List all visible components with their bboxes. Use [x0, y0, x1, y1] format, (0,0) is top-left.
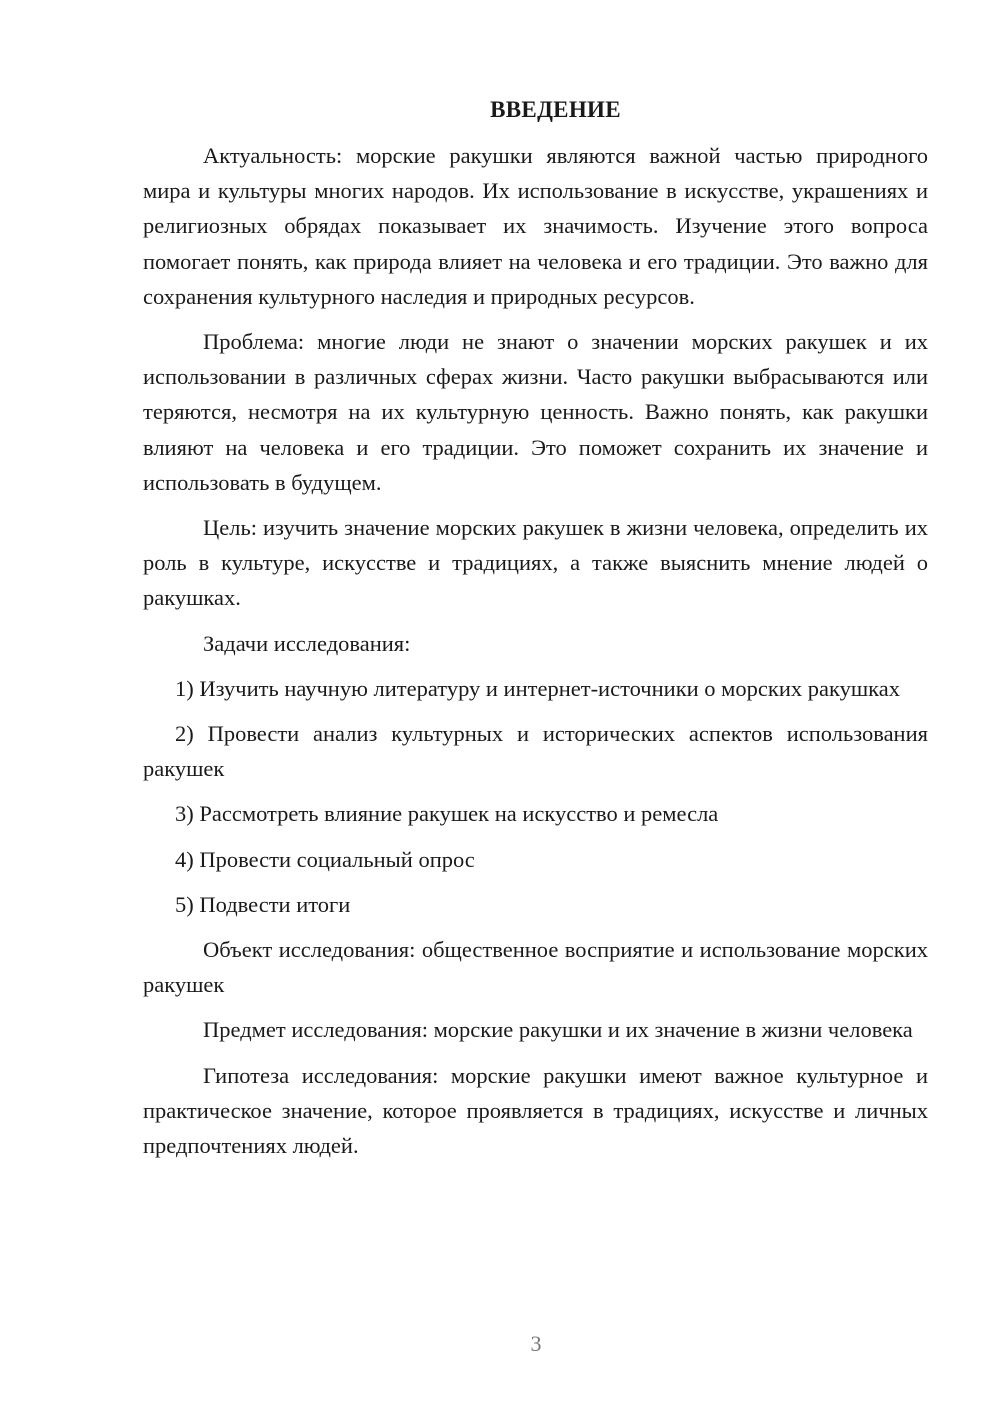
task-item-2: 2) Провести анализ культурных и исторических аспектов использования ракушек [143, 721, 928, 782]
task-item-4: 4) Провести социальный опрос [175, 846, 475, 872]
tasks-heading: Задачи исследования: [203, 630, 411, 656]
task-item-3: 3) Рассмотреть влияние ракушек на искусство и ремесла [175, 801, 719, 827]
paragraph-hypothesis: Гипотеза исследования: морские ракушки имеют важное культурное и практическое значение, которое проявляется в традициях, искусстве и личных предпочтениях людей. [143, 1062, 928, 1159]
paragraph-subject: Предмет исследования: морские ракушки и их значение в жизни человека [203, 1017, 913, 1043]
page-title: ВВЕДЕНИЕ [490, 97, 621, 122]
page-number: 3 [530, 1331, 542, 1356]
page-content [143, 92, 928, 1163]
paragraph-goal: Цель: изучить значение морских ракушек в жизни человека, определить их роль в культуре, искусстве и традициях, а также выяснить мнение людей о ракушках. [143, 515, 928, 611]
paragraph-relevance: Актуальность: морские ракушки являются важной частью природного мира и культуры многих народов. Их использование в искусстве, украшениях и религиозных обрядах показывает их значимость. Изучение этого вопроса помогает понять, как природа влияет на человека и его традиции. Это важно для сохранения культурного наследия и природных ресурсов. [143, 143, 928, 309]
paragraph-problem: Проблема: многие люди не знают о значении морских ракушек и их использовании в различных сферах жизни. Часто ракушки выбрасываются или теряются, несмотря на их культурную ценность. Важно понять, как ракушки влияют на человека и его традиции. Это поможет сохранить их значение и использовать в будущем. [143, 329, 928, 495]
task-item-5: 5) Подвести итоги [175, 891, 351, 917]
paragraph-object: Объект исследования: общественное восприятие и использование морских ракушек [143, 937, 928, 998]
task-item-1: 1) Изучить научную литературу и интернет-источники о морских ракушках [175, 675, 900, 701]
